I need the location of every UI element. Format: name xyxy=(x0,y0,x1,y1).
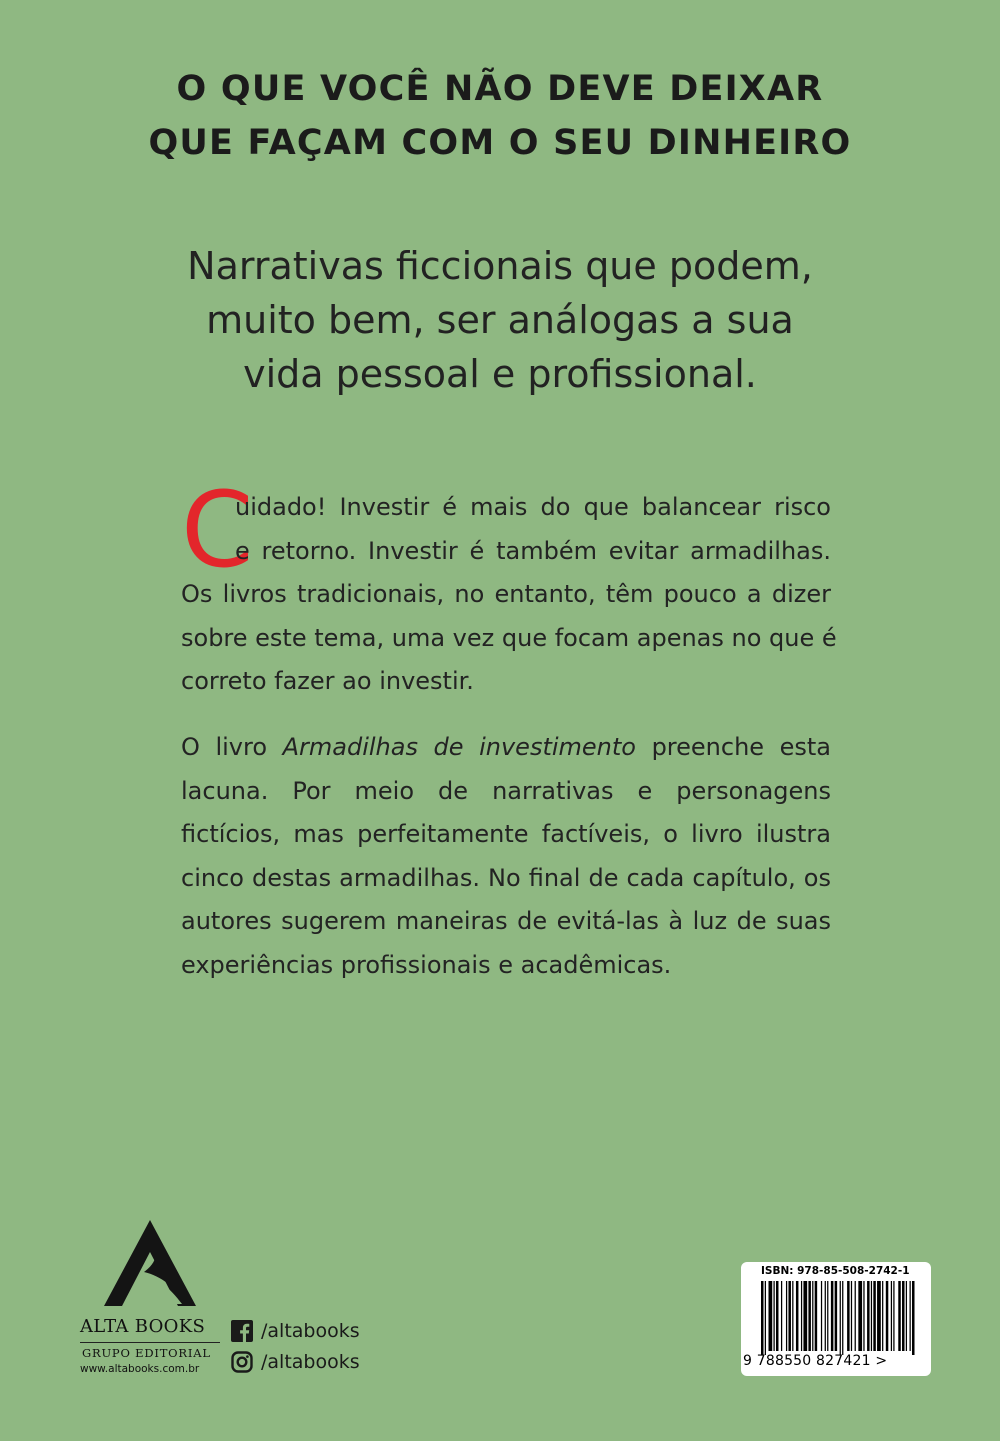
alta-books-triangle-logo xyxy=(78,1218,223,1318)
barcode-bar xyxy=(796,1281,799,1351)
barcode-bar xyxy=(788,1281,791,1351)
paragraph-1-line: sobre este tema, uma vez que focam apenas no que é xyxy=(181,623,837,652)
barcode-bar xyxy=(765,1281,766,1355)
paragraph-1-line: uidado! Investir é mais do que balancear risco xyxy=(235,493,831,521)
barcode-bar xyxy=(801,1281,802,1351)
barcode-bar xyxy=(776,1281,779,1351)
barcode-bar xyxy=(842,1281,843,1355)
barcode-bar xyxy=(840,1281,841,1355)
barcode-bar xyxy=(912,1281,915,1355)
drop-cap: C xyxy=(181,469,254,591)
barcode-bar xyxy=(902,1281,905,1351)
paragraph-1-line: Os livros tradicionais, no entanto, têm pouco a dizer xyxy=(181,580,831,608)
barcode-bar xyxy=(886,1281,889,1351)
barcode-bar xyxy=(906,1281,907,1351)
barcode-bar xyxy=(773,1281,774,1351)
barcode-bar xyxy=(825,1281,826,1351)
instagram-handle: /altabooks xyxy=(261,1351,360,1373)
barcode-bar xyxy=(898,1281,901,1351)
barcode-bar xyxy=(858,1281,862,1351)
barcode-bar xyxy=(803,1281,807,1351)
facebook-link[interactable] xyxy=(231,1320,360,1342)
barcode-bar xyxy=(831,1281,834,1351)
barcode-bar xyxy=(877,1281,881,1351)
headline-line-1: O QUE VOCÊ NÃO DEVE DEIXAR xyxy=(176,69,824,109)
headline xyxy=(0,62,1000,170)
barcode-bar xyxy=(812,1281,813,1351)
paragraph-2-line: lacuna. Por meio de narrativas e personagens xyxy=(181,776,831,805)
barcode-bar xyxy=(893,1281,894,1351)
barcode-digits: 9 788550 827421 > xyxy=(743,1353,888,1369)
barcode-bar xyxy=(871,1281,872,1351)
paragraph-2-line: experiências profissionais e acadêmicas. xyxy=(181,950,672,979)
barcode-bar xyxy=(910,1281,911,1351)
barcode-bar xyxy=(781,1281,782,1351)
headline-line-2: QUE FAÇAM COM O SEU DINHEIRO xyxy=(148,123,852,163)
barcode-bar xyxy=(891,1281,892,1351)
publisher-url[interactable]: www.altabooks.com.br xyxy=(80,1363,200,1375)
barcode-bar xyxy=(867,1281,870,1351)
paragraph-2-line: fictícios, mas perfeitamente factíveis, o livro ilustra xyxy=(181,820,831,848)
paragraph-1-line: e retorno. Investir é também evitar armadilhas. xyxy=(235,536,831,565)
paragraph-2-suffix: preenche esta xyxy=(651,733,832,761)
barcode-bar xyxy=(882,1281,883,1351)
isbn-label: ISBN: 978-85-508-2742-1 xyxy=(761,1265,910,1277)
publisher-divider xyxy=(80,1342,220,1343)
paragraph-1-line: correto fazer ao investir. xyxy=(181,667,474,695)
barcode-bar xyxy=(786,1281,787,1351)
publisher-group: GRUPO EDITORIAL xyxy=(82,1346,211,1360)
paragraph-2-first-line xyxy=(181,726,831,770)
barcode-bar xyxy=(863,1281,864,1351)
paragraph-2-line: autores sugerem maneiras de evitá-las à luz de suas xyxy=(181,907,831,935)
paragraph-2 xyxy=(181,726,831,987)
subtitle-line-1: Narrativas ficcionais que podem, xyxy=(187,244,813,288)
barcode-bar xyxy=(761,1281,764,1355)
barcode-bar xyxy=(827,1281,828,1351)
facebook-icon xyxy=(231,1320,253,1342)
facebook-handle: /altabooks xyxy=(261,1320,360,1342)
barcode-bar xyxy=(855,1281,856,1351)
barcode-bar xyxy=(821,1281,822,1351)
barcode-bar xyxy=(792,1281,793,1351)
book-title: Armadilhas de investimento xyxy=(282,733,636,761)
barcode-bar xyxy=(808,1281,811,1351)
subtitle-line-3: vida pessoal e profissional. xyxy=(243,352,757,396)
instagram-link[interactable] xyxy=(231,1351,360,1373)
barcode-bar xyxy=(847,1281,850,1351)
barcode xyxy=(741,1262,931,1376)
subtitle xyxy=(0,239,1000,401)
publisher-name: ALTA BOOKS xyxy=(80,1316,206,1337)
barcode-bar xyxy=(768,1281,772,1351)
paragraph-2-prefix: O livro xyxy=(181,733,268,761)
subtitle-line-2: muito bem, ser análogas a sua xyxy=(206,298,794,342)
instagram-icon xyxy=(231,1351,253,1373)
paragraph-2-line: cinco destas armadilhas. No final de cada capítulo, os xyxy=(181,863,831,892)
barcode-bar xyxy=(815,1281,818,1351)
barcode-bar xyxy=(873,1281,876,1351)
barcode-bars xyxy=(761,1281,917,1355)
barcode-bar xyxy=(835,1281,838,1351)
barcode-bar xyxy=(851,1281,852,1351)
paragraph-1 xyxy=(181,486,837,704)
